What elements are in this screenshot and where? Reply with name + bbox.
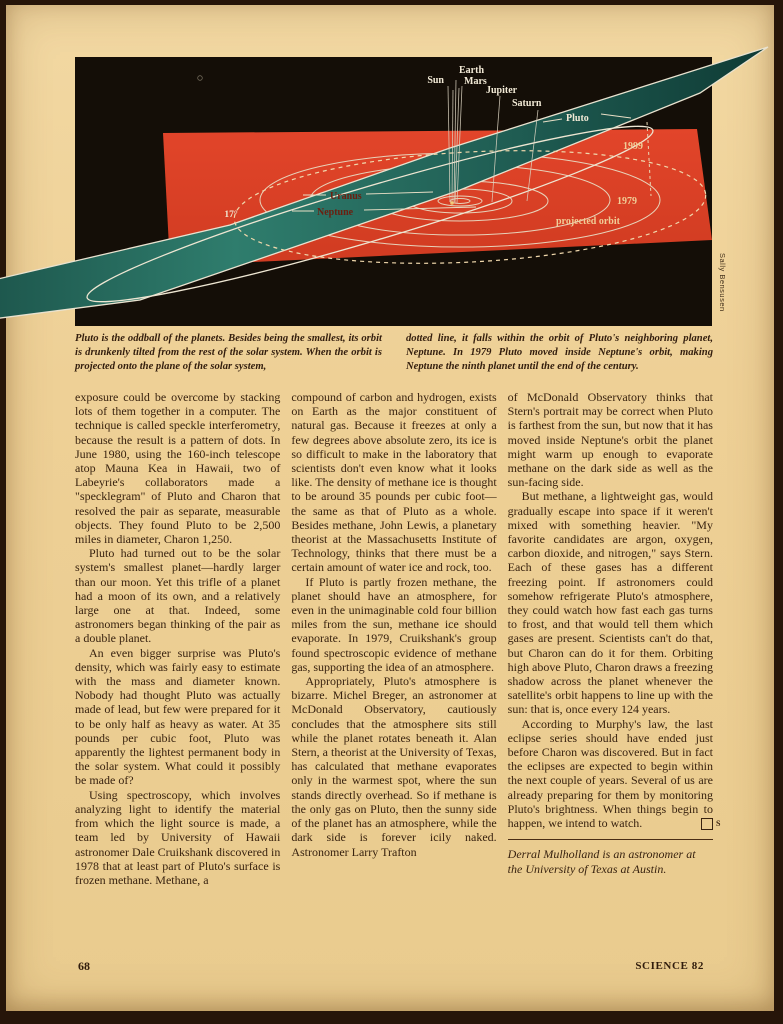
label-mars: Mars [464, 76, 487, 87]
body-paragraph: If Pluto is partly frozen methane, the planet should have an atmosphere, for even in the unimaginable cold four billion miles from the sun, methane ice should evaporate. In 1979, Cruikshank's group found spectroscopic evidence of methane gas, supporting the idea of an atmosphere. [291, 574, 497, 674]
label-neptune: Neptune [317, 207, 354, 218]
body-paragraph: Appropriately, Pluto's atmosphere is bizarre. Michel Breger, an astronomer at McDonald Observatory, cautiously concludes that the atmosphere sits still while the planet rotates beneath it. Alan Stern, a theorist at the University of Texas, has calculated that methane evaporates only in the warmest spot, where the sun stands directly overhead. So if methane is the only gas on Pluto, then the sunny side of the planet has an atmosphere, while the dark side is forever icily naked. Astronomer Larry Trafton [291, 674, 497, 859]
body-paragraph: Pluto had turned out to be the solar system's smallest planet—hardly larger than our moon. Yet this trifle of a planet had a moon of its own, and a relatively large one at that. Indeed, some astronomers began thinking of the pair as a double planet. [75, 546, 281, 646]
label-saturn: Saturn [512, 98, 542, 109]
magazine-name: SCIENCE 82 [635, 960, 704, 972]
label-1999: 1999 [623, 141, 643, 152]
label-jupiter: Jupiter [486, 85, 518, 96]
label-sun: Sun [427, 75, 444, 86]
pluto-orbit-diagram [0, 0, 783, 342]
body-paragraph [507, 716, 721, 831]
paragraph-text: According to Murphy's law, the last eclipse series should have ended just before Charon was discovered. But in fact the eclipses are expected to begin within the next couple of years. Several of us are already preparing for them by monitoring Pluto's brightness. When things begin to happen, we intend to watch. [507, 716, 713, 831]
body-paragraph: But methane, a lightweight gas, would gradually escape into space if it weren't mixed with something heavier. "My favorite candidates are argon, oxygen, carbon dioxide, and nitrogen," says Stern. Each of these gases has a different freezing point. If astronomers could somehow refrigerate Pluto's atmosphere, they could watch how fast each gas turns to frost, and that would tell them which gases are present. Scientists can't do that, but Charon can do it for them. Orbiting high above Pluto, Charon draws a freezing shadow across the planet whenever the satellite's orbit happens to line up with the sun: that is, once every 124 years. [507, 489, 713, 717]
page-number: 68 [78, 959, 90, 973]
label-uranus: Uranus [330, 191, 362, 202]
body-paragraph: of McDonald Observatory thinks that Stern's portrait may be correct when Pluto is farthest from the sun, but now that it has moved inside Neptune's orbit the planet might warm up enough to evaporate methane on the dark side as well as the sun-facing side. [507, 390, 713, 490]
author-bio [508, 839, 713, 877]
end-of-article-mark: S [701, 818, 713, 830]
article-body [75, 390, 721, 887]
sun-dot [450, 201, 454, 205]
caption-left-column: Pluto is the oddball of the planets. Besides being the smallest, its orbit is drunkenly tilted from the rest of the solar system. When the orbit is projected onto the plane of the solar system, [75, 333, 382, 372]
label-pluto: Pluto [566, 113, 589, 124]
label-1979: 1979 [617, 196, 637, 207]
label-earth: Earth [459, 65, 484, 76]
body-paragraph: Using spectroscopy, which involves analyzing light to identify the material from which the light source is made, a team led by University of Hawaii astronomer Dale Cruikshank discovered in 1978 that at least part of Pluto's surface is frozen methane. Methane, a [75, 787, 281, 887]
body-paragraph: An even bigger surprise was Pluto's density, which was fairly easy to estimate with the mass and diameter known. Nobody had thought Pluto was actually made of lead, but few were prepared for it to be only half as heavy as water. At 35 pounds per cubic foot, Pluto was apparently the lightest permanent body in the solar system. What could it possibly be made of? [75, 645, 281, 788]
author-bio-text: Derral Mulholland is an astronomer at the University of Texas at Austin. [507, 847, 696, 877]
body-paragraph: compound of carbon and hydrogen, exists on Earth as the major constituent of natural gas. Because it freezes at only a few degrees above absolute zero, its ice is so difficult to make in the laboratory that scientists don't even know what it looks like. The density of methane ice is thought to be around 35 pounds per cubic foot—the same as that of Pluto as a whole. Besides methane, John Lewis, a planetary theorist at the Massachusetts Institute of Technology, thinks that there must be a certain amount of water ice and rock, too. [291, 390, 497, 575]
text-column-1 [75, 390, 280, 887]
caption-right-column: dotted line, it falls within the orbit of Pluto's neighboring planet, Neptune. In 1979 Pluto moved inside Neptune's orbit, making Neptune the ninth planet until the end of the century. [406, 333, 713, 372]
bio-divider [508, 839, 713, 840]
text-column-3 [507, 390, 721, 887]
figure-caption [75, 332, 713, 373]
illustration-credit: Sally Bensusen [718, 253, 727, 312]
body-paragraph: exposure could be overcome by stacking lots of them together in a computer. The technique is called speckle interferometry, because the result is a pattern of dots. In June 1980, using the 160-inch telescope atop Mauna Kea in Hawaii, two of Labeyrie's collaborators made a "specklegram" of Pluto and Charon that resolved the pair as separate, measurable objects. They found Pluto to be 2,500 miles in diameter, Charon 1,250. [75, 390, 281, 547]
label-tilt-angle: 17° [224, 210, 238, 220]
magazine-page [6, 5, 774, 1011]
label-projected-orbit: projected orbit [556, 216, 620, 227]
text-column-2 [291, 390, 496, 887]
